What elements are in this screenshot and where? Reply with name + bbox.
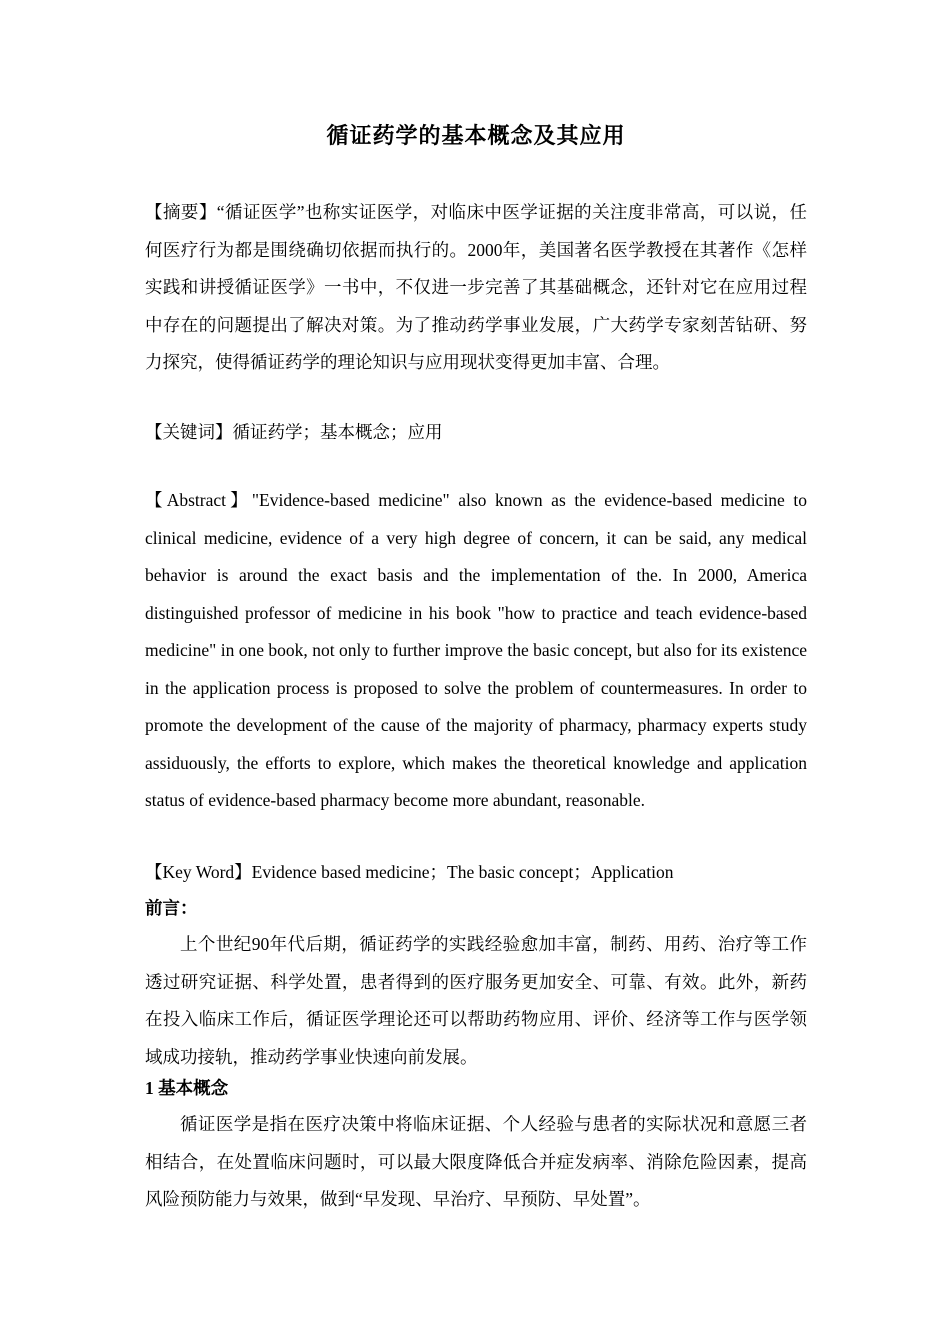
abstract-cn-text: “循证医学”也称实证医学，对临床中医学证据的关注度非常高，可以说，任何医疗行为都是围绕确切依据而执行的。2000年，美国著名医学教授在其著作《怎样实践和讲授循证医学》一书中，不仅进一步完善了其基础概念，还针对它在应用过程中存在的问题提出了解决对策。为了推动药学事业发展，广大药学专家刻苦钻研、努力探究，使得循证药学的理论知识与应用现状变得更加丰富、合理。 bbox=[145, 202, 807, 372]
abstract-en bbox=[145, 482, 807, 820]
keywords-cn bbox=[145, 414, 807, 452]
preface-text: 上个世纪90年代后期，循证药学的实践经验愈加丰富，制药、用药、治疗等工作透过研究证据、科学处置，患者得到的医疗服务更加安全、可靠、有效。此外，新药在投入临床工作后，循证医学理论还可以帮助药物应用、评价、经济等工作与医学领域成功接轨，推动药学事业快速向前发展。 bbox=[145, 934, 807, 1067]
keywords-cn-text: 循证药学；基本概念；应用 bbox=[232, 422, 443, 442]
section-1-text: 循证医学是指在医疗决策中将临床证据、个人经验与患者的实际状况和意愿三者相结合，在处置临床问题时，可以最大限度降低合并症发病率、消除危险因素，提高风险预防能力与效果，做到“早发现、早治疗、早预防、早处置”。 bbox=[145, 1114, 807, 1209]
abstract-cn bbox=[145, 194, 807, 382]
abstract-cn-label: 【摘要】 bbox=[145, 202, 217, 222]
paper-title: 循证药学的基本概念及其应用 bbox=[326, 123, 626, 148]
keywords-en-text: Evidence based medicine；The basic concept；Application bbox=[251, 862, 674, 882]
section-1-heading: 1 基本概念 bbox=[145, 1078, 229, 1098]
keywords-cn-label: 【关键词】 bbox=[145, 422, 233, 442]
keywords-en bbox=[145, 854, 807, 892]
preface-heading: 前言： bbox=[145, 898, 198, 918]
abstract-en-text: "Evidence-based medicine" also known as the evidence-based medicine to clinical medicine, evidence of a very high degree of concern, it can be said, any medical behavior is around the exact basis and the implementation of the. In 2000, America distinguished professor of medicine in his book "how to practice and teach evidence-based medicine" in one book, not only to further improve the basic concept, but also for its existence in the application process is proposed to solve the problem of countermeasures. In order to promote the development of the cause of the majority of pharmacy, pharmacy experts study assiduously, the efforts to explore, which makes the theoretical knowledge and application status of evidence-based pharmacy become more abundant, reasonable. bbox=[145, 490, 807, 810]
keywords-en-label: 【Key Word】 bbox=[145, 862, 252, 882]
abstract-en-label: 【Abstract】 bbox=[145, 490, 252, 510]
